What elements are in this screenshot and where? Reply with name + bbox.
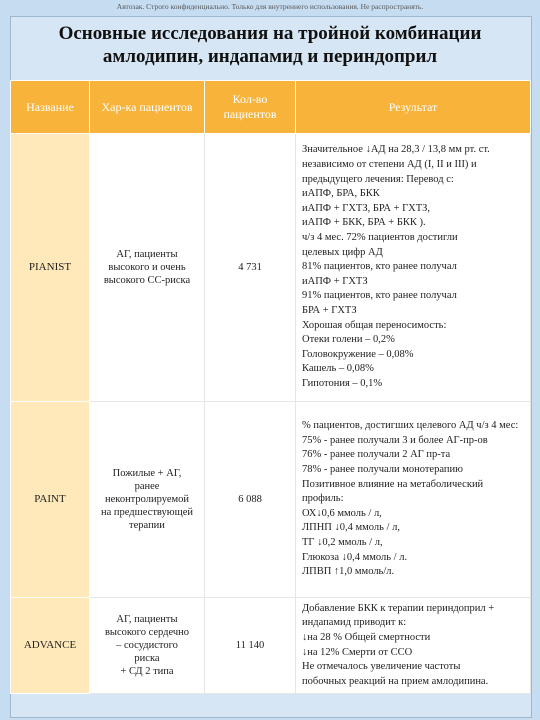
result-line: Головокружение – 0,08%	[302, 348, 414, 360]
result-line: 76% - ранее получали 2 АГ пр-та	[302, 449, 451, 461]
study-name: ADVANCE	[11, 598, 90, 694]
result-line: % пациентов, достигших целевого АД ч/з 4 мес:	[302, 420, 519, 432]
result-line: ↓на 28 % Общей смертности	[302, 631, 431, 643]
result-line: иАПФ, БРА, БКК	[302, 188, 380, 200]
characteristics-line: терапии	[129, 520, 165, 531]
result-line: индапамид приводит к:	[302, 617, 407, 629]
result-line: независимо от степени АД (I, II и III) и	[302, 159, 477, 171]
title-line-2: амлодипин, индапамид и периндоприл	[102, 46, 438, 67]
study-result	[296, 402, 531, 598]
result-line: Кашель – 0,08%	[302, 363, 374, 375]
patient-characteristics	[90, 134, 205, 402]
result-line: 91% пациентов, кто ранее получал	[302, 290, 457, 302]
result-line: Гипотония – 0,1%	[302, 377, 383, 389]
characteristics-line: + СД 2 типа	[120, 666, 174, 677]
patient-count: 11 140	[205, 598, 296, 694]
header-chars: Хар-ка пациентов	[90, 81, 205, 134]
result-line: ОХ↓0,6 ммоль / л,	[302, 507, 382, 519]
studies-table	[10, 80, 531, 694]
result-line: Добавление БКК к терапии периндоприл +	[302, 602, 495, 614]
title-line-1: Основные исследования на тройной комбинации	[58, 23, 482, 44]
result-line: Не отмечалось увеличение частоты	[302, 661, 461, 673]
characteristics-line: Пожилые + АГ,	[112, 468, 182, 479]
table-header-row	[11, 81, 531, 134]
characteristics-line: ранее	[134, 481, 160, 492]
result-line: побочных реакций на прием амлодипина.	[302, 675, 489, 687]
characteristics-line: – сосудистого	[116, 640, 178, 651]
patient-characteristics	[90, 402, 205, 598]
result-line: 81% пациентов, кто ранее получал	[302, 261, 457, 273]
characteristics-line: высокого сердечно	[104, 627, 190, 638]
characteristics-line: АГ, пациенты	[116, 614, 178, 625]
study-name: PAINT	[11, 402, 90, 598]
result-line: иАПФ + ГХТЗ, БРА + ГХТЗ,	[302, 202, 431, 214]
result-line: Значительное ↓АД на 28,3 / 13,8 мм рт. ст.	[302, 144, 490, 156]
result-line: 75% - ранее получали 3 и более АГ-пр-ов	[302, 434, 488, 446]
result-line: 78% - ранее получали монотерапию	[302, 464, 463, 476]
result-line: ч/з 4 мес. 72% пациентов достигли	[302, 232, 458, 244]
result-line: Глюкоза ↓0,4 ммоль / л.	[302, 551, 408, 563]
characteristics-line: высокого СС-риска	[103, 275, 191, 286]
result-line: Отеки голени – 0,2%	[302, 334, 395, 346]
result-line: ЛПВП ↑1,0 ммоль/л.	[302, 566, 395, 578]
page-title	[10, 22, 530, 68]
study-name: PIANIST	[11, 134, 90, 402]
result-line: ↓на 12% Смерти от ССО	[302, 646, 413, 658]
result-line: ТГ ↓0,2 ммоль / л,	[302, 536, 383, 548]
result-line: Хорошая общая переносимость:	[302, 319, 447, 331]
result-line: Позитивное влияние на метаболический	[302, 478, 484, 490]
patient-count: 4 731	[205, 134, 296, 402]
result-line: предыдущего лечения: Перевод с:	[302, 173, 454, 185]
patient-characteristics	[90, 598, 205, 694]
confidentiality-banner: Автозак. Строго конфиденциально. Только для внутреннего использования. Не распространять.	[116, 2, 424, 11]
header-name: Название	[11, 81, 90, 134]
result-line: целевых цифр АД	[302, 246, 383, 258]
result-line: профиль:	[302, 493, 344, 505]
characteristics-line: высокого и очень	[108, 262, 186, 273]
header-result: Результат	[296, 81, 531, 134]
table-row	[11, 134, 531, 402]
patient-count: 6 088	[205, 402, 296, 598]
result-line: иАПФ + ГХТЗ	[302, 275, 368, 287]
result-line: ЛПНП ↓0,4 ммоль / л,	[302, 522, 400, 534]
table-row	[11, 598, 531, 694]
header-count: Кол-во пациентов	[205, 81, 296, 134]
characteristics-line: на предшествующей	[101, 507, 193, 518]
table-row	[11, 402, 531, 598]
result-line: иАПФ + БКК, БРА + БКК ).	[302, 217, 426, 229]
result-line: БРА + ГХТЗ	[302, 304, 357, 316]
characteristics-line: риска	[134, 653, 160, 664]
study-result	[296, 598, 531, 694]
characteristics-line: неконтролируемой	[104, 494, 190, 505]
study-result	[296, 134, 531, 402]
characteristics-line: АГ, пациенты	[116, 249, 178, 260]
